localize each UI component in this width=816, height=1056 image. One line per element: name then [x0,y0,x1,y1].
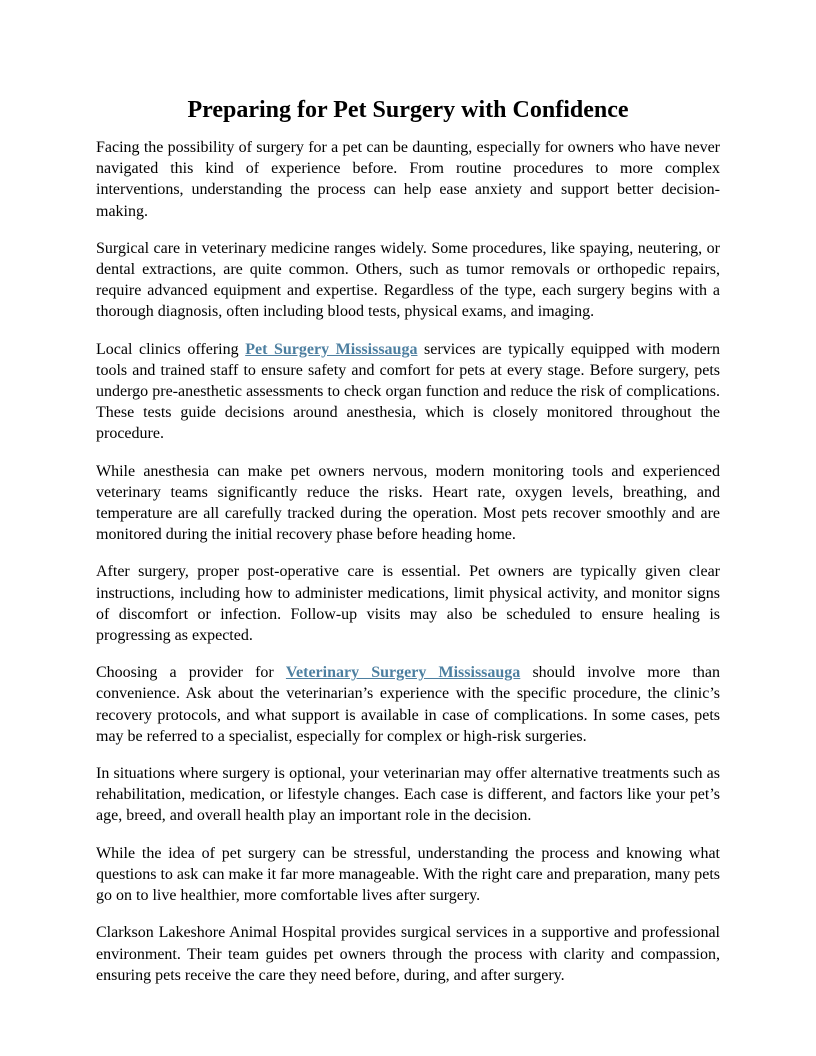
veterinary-surgery-mississauga-link[interactable]: Veterinary Surgery Mississauga [285,664,521,682]
paragraph-surgical-care: Surgical care in veterinary medicine ranges widely. Some procedures, like spaying, neutering, or dental extractions, are quite common. Others, such as tumor removals or orthopedic repairs, require advanced equipment and expertise. Regardless of the type, each surgery begins with a thorough diagnosis, often including blood tests, physical exams, and imaging. [96,239,720,321]
page-title: Preparing for Pet Surgery with Confidence [187,97,629,123]
paragraph-choosing-provider [96,662,720,747]
paragraph-manageable: While the idea of pet surgery can be stressful, understanding the process and knowing what questions to ask can make it far more manageable. With the right care and preparation, many pets go on to live healthier, more comfortable lives after surgery. [96,844,720,905]
paragraph-alternatives: In situations where surgery is optional, your veterinarian may offer alternative treatments such as rehabilitation, medication, or lifestyle changes. Each case is different, and factors like your pet’s age, breed, and overall health play an important role in the decision. [96,765,720,825]
paragraph-intro: Facing the possibility of surgery for a pet can be daunting, especially for owners who have never navigated this kind of experience before. From routine procedures to more complex interventions, understanding the process can help ease anxiety and support better decision-making. [96,139,720,220]
paragraph-anesthesia: While anesthesia can make pet owners nervous, modern monitoring tools and experienced veterinary teams significantly reduce the risks. Heart rate, oxygen levels, breathing, and temperature are all carefully tracked during the operation. Most pets recover smoothly and are monitored during the initial recovery phase before heading home. [96,462,720,544]
paragraph-local-clinics [96,339,720,445]
paragraph-post-operative: After surgery, proper post-operative care is essential. Pet owners are typically given clear instructions, including how to administer medications, limit physical activity, and monitor signs of discomfort or infection. Follow-up visits may also be scheduled to ensure healing is progressing as expected. [96,563,720,645]
document-page [96,96,720,986]
paragraph-clarkson-lakeshore: Clarkson Lakeshore Animal Hospital provides surgical services in a supportive and professional environment. Their team guides pet owners through the process with clarity and compassion, ensuring pets receive the care they need before, during, and after surgery. [96,924,720,984]
paragraph-text-after-link: services are typically equipped with modern tools and trained staff to ensure safety and comfort for pets at every stage. Before surgery, pets undergo pre-anesthetic assessments to check organ function and reduce the risk of complications. These tests guide decisions around anesthesia, which is closely monitored throughout the procedure. [96,340,720,443]
pet-surgery-mississauga-link[interactable]: Pet Surgery Mississauga [245,340,418,358]
paragraph-text-before-link: Choosing a provider for [96,664,286,682]
paragraph-text-after-link: should involve more than convenience. Ask about the veterinarian’s experience with the specific procedure, the clinic’s recovery protocols, and what support is available in case of complications. In some cases, pets may be referred to a specialist, especially for complex or high-risk surgeries. [96,664,720,745]
paragraph-text-before-link: Local clinics offering [96,340,246,358]
